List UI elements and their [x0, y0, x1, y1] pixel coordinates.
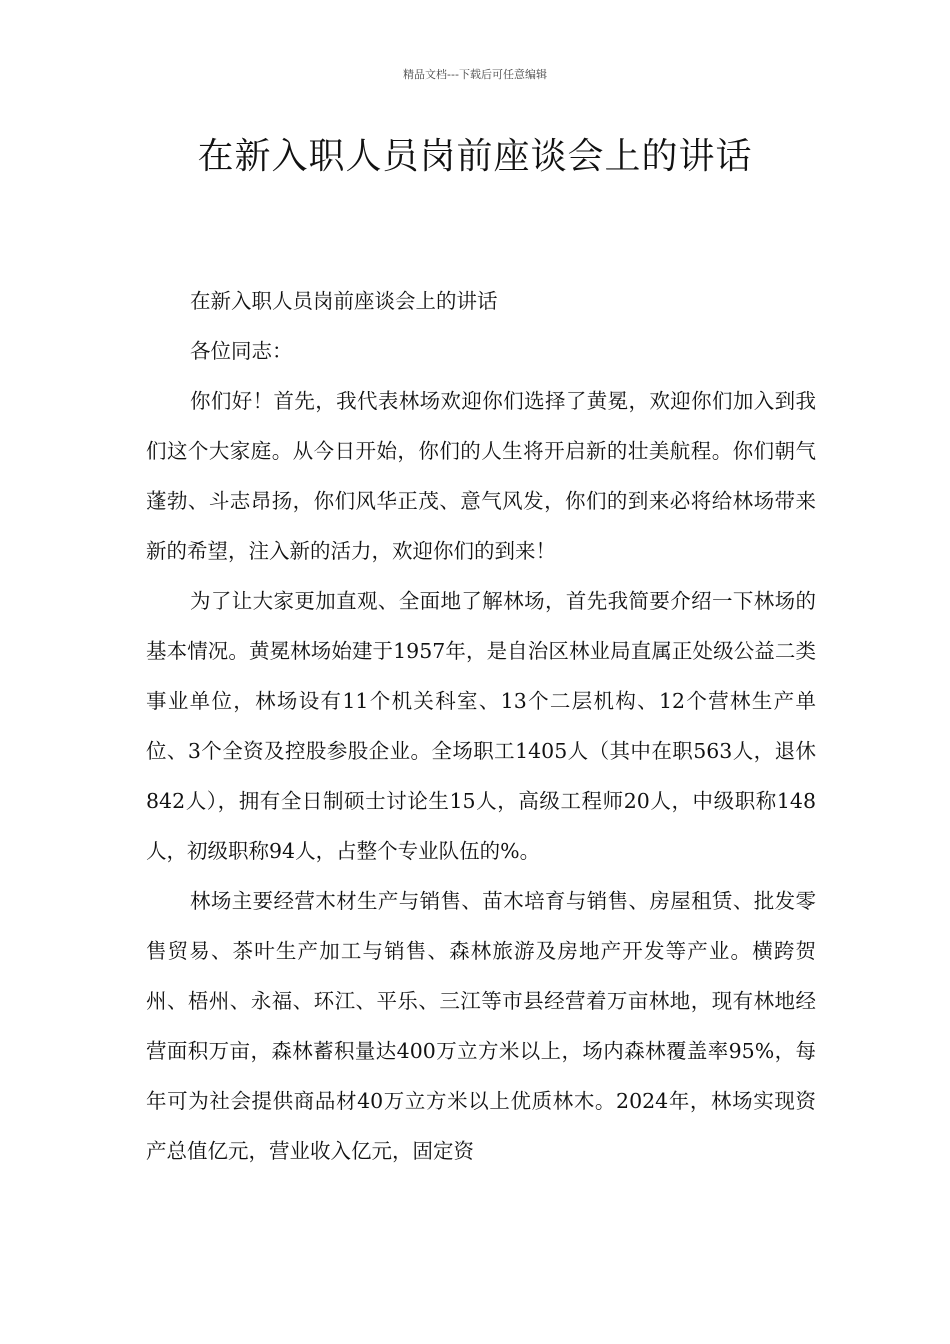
document-title: 在新入职人员岗前座谈会上的讲话 [197, 136, 753, 177]
document-body [146, 276, 816, 1176]
paragraph-overview: 为了让大家更加直观、全面地了解林场，首先我简要介绍一下林场的基本情况。黄冕林场始建于1957年，是自治区林业局直属正处级公益二类事业单位，林场设有11个机关科室、13个二层机构、12个营林生产单位、3个全资及控股参股企业。全场职工1405人（其中在职563人，退休842人），拥有全日制硕士讨论生15人，高级工程师20人，中级职称148人，初级职称94人，占整个专业队伍的%。 [146, 589, 816, 863]
paragraph-salutation: 各位同志： [190, 339, 293, 363]
header-note: 精品文档---下载后可任意编辑 [403, 68, 547, 81]
paragraph-welcome: 你们好！首先，我代表林场欢迎你们选择了黄冕，欢迎你们加入到我们这个大家庭。从今日开始，你们的人生将开启新的壮美航程。你们朝气蓬勃、斗志昂扬，你们风华正茂、意气风发，你们的到来必将给林场带来新的希望，注入新的活力，欢迎你们的到来！ [146, 389, 816, 563]
paragraph-subtitle: 在新入职人员岗前座谈会上的讲话 [190, 289, 498, 313]
paragraph-business: 林场主要经营木材生产与销售、苗木培育与销售、房屋租赁、批发零售贸易、茶叶生产加工与销售、森林旅游及房地产开发等产业。横跨贺州、梧州、永福、环江、平乐、三江等市县经营着万亩林地，现有林地经营面积万亩，森林蓄积量达400万立方米以上，场内森林覆盖率95%，每年可为社会提供商品材40万立方米以上优质林木。2024年，林场实现资产总值亿元，营业收入亿元，固定资 [146, 889, 816, 1163]
